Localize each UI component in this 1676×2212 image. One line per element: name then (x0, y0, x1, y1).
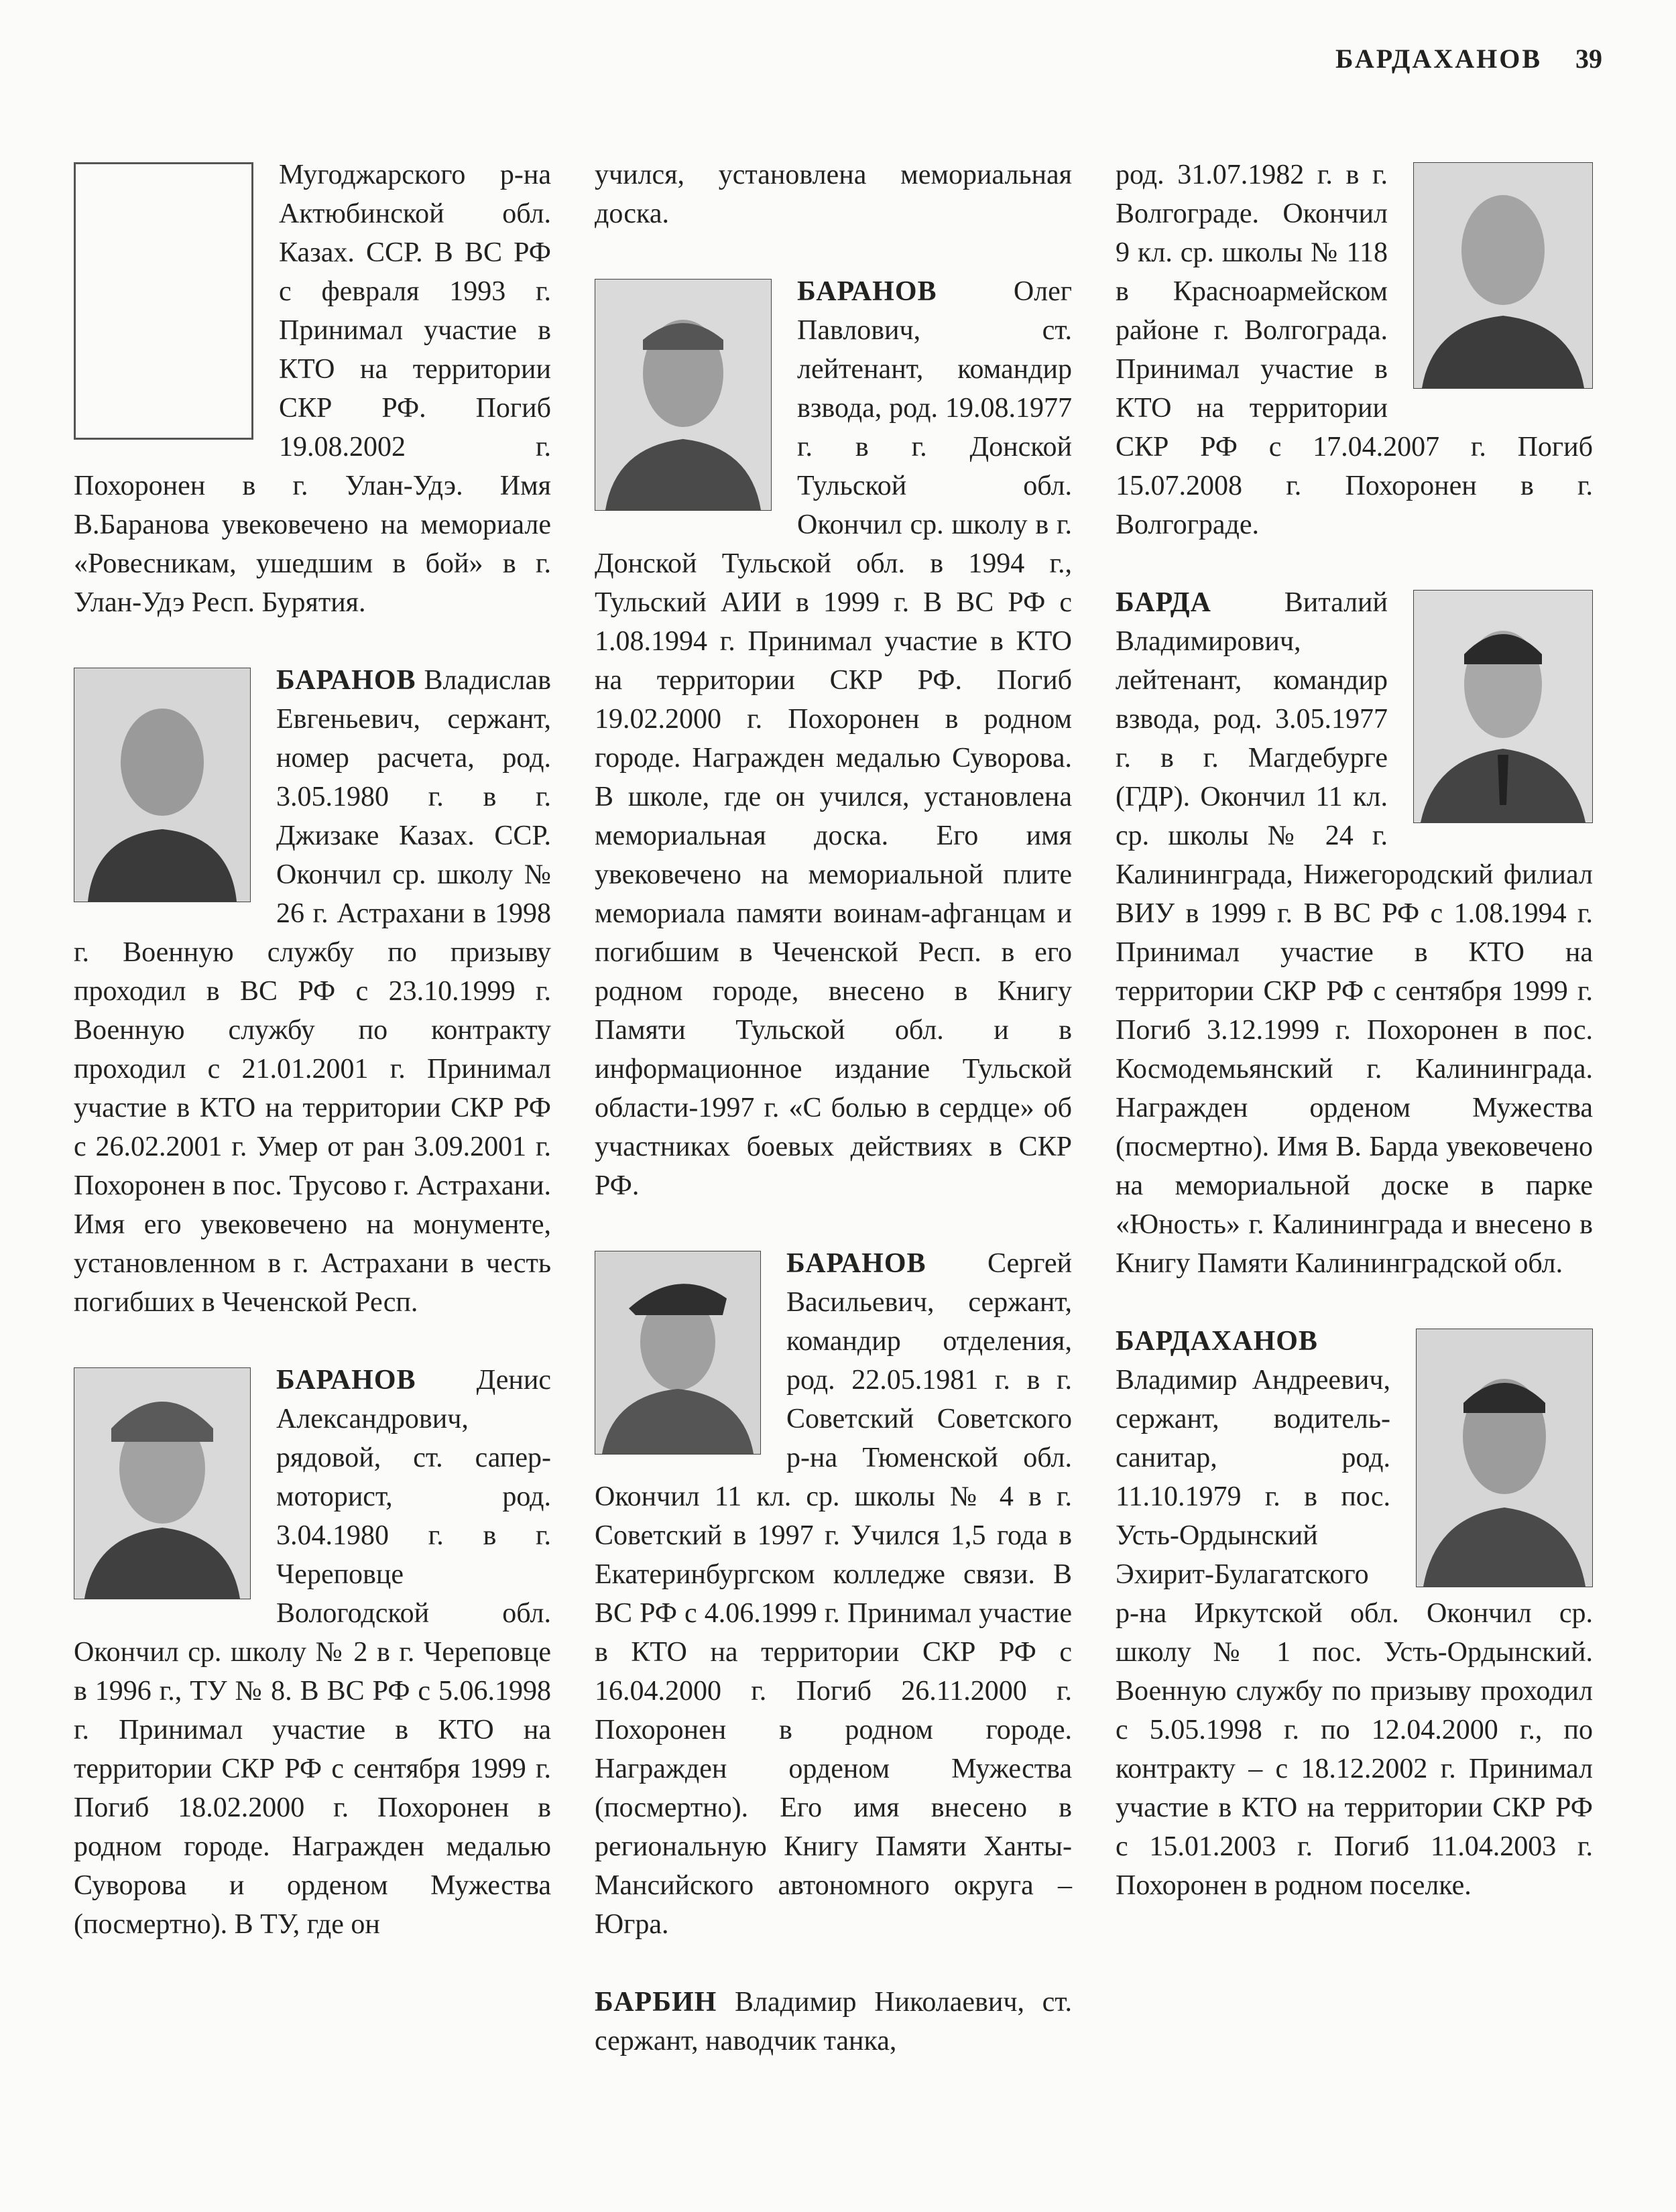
entry-continued-col3 (1116, 156, 1593, 544)
entry-surname: БАРАНОВ (786, 1248, 926, 1279)
entry-text: Виталий Владимирович, лейтенант, командир взвода, род. 3.05.1977 г. в г. Магдебурге (ГДР). Окончил 11 кл. ср. школы № 24 г. Калининграда, Нижегородский филиал ВИУ в 1999 г. В ВС РФ с 1.08.1994 г. Принимал участие в КТО на территории СКР РФ с сентября 1999 г. Погиб 3.12.1999 г. Похоронен в пос. Космодемьянский г. Калининграда. Награжден орденом Мужества (посмертно). Имя В. Барда увековечено на мемориальной доске в парке «Юность» г. Калининграда и внесено в Книгу Памяти Калининградской обл. (1116, 587, 1593, 1279)
portrait-photo (1416, 1329, 1593, 1587)
entry-surname: БАРДА (1116, 587, 1211, 618)
portrait-silhouette (595, 280, 771, 510)
portrait-photo (1413, 590, 1593, 823)
entry-surname: БАРБИН (595, 1987, 717, 2018)
entry-text: Владислав Евгеньевич, сержант, номер расчета, род. 3.05.1980 г. в г. Джизаке Казах. ССР. Окончил ср. школу № 26 г. Астрахани в 1998 г. Военную службу по призыву проходил в ВС РФ с 23.10.1999 г. Военную службу по контракту проходил с 21.01.2001 г. Принимал участие в КТО на территории СКР РФ с 26.02.2001 г. Умер от ран 3.09.2001 г. Похоронен в пос. Трусово г. Астрахани. Имя его увековечено на монументе, установленном в г. Астрахани в честь погибших в Чеченской Респ. (74, 665, 551, 1318)
portrait-photo (1413, 162, 1593, 389)
column-3 (1116, 156, 1593, 1944)
portrait-silhouette (1417, 1329, 1592, 1587)
entry-surname: БАРАНОВ (276, 665, 416, 696)
entry-baranov-denis (74, 1361, 551, 1944)
entry-surname: БАРАНОВ (276, 1365, 416, 1396)
entry-surname: БАРАНОВ (797, 276, 937, 307)
running-head: БАРДАХАНОВ (1335, 44, 1542, 74)
entry-baranov-sergey (595, 1244, 1072, 1944)
entry-baranov-vladislav (74, 661, 551, 1322)
page-number: 39 (1575, 44, 1602, 74)
portrait-silhouette (1414, 163, 1592, 388)
entry-text: Сергей Васильевич, сержант, командир отделения, род. 22.05.1981 г. в г. Советский Советского р-на Тюменской обл. Окончил 11 кл. ср. школы № 4 в г. Советский в 1997 г. Учился 1,5 года в Екатеринбургском колледже связи. В ВС РФ с 4.06.1999 г. Принимал участие в КТО на территории СКР РФ с 16.04.2000 г. Погиб 26.11.2000 г. Похоронен в родном городе. Награжден орденом Мужества (посмертно). Его имя внесено в региональную Книгу Памяти Ханты-Мансийского автономного округа – Югра. (595, 1248, 1072, 1940)
portrait-silhouette (74, 1368, 250, 1599)
photo-placeholder (74, 162, 253, 440)
portrait-photo (595, 1251, 761, 1455)
entry-surname: БАРДАХАНОВ (1116, 1326, 1318, 1357)
column-2 (595, 156, 1072, 2099)
entry-text: Мугоджарского р-на Актюбинской обл. Казах. ССР. В ВС РФ с февраля 1993 г. Принимал участие в КТО на территории СКР РФ. Погиб 19.08.2002 г. Похоронен в г. Улан-Удэ. Имя В.Баранова увековечено на мемориале «Ровесникам, ушедшим в бой» в г. Улан-Удэ Респ. Бурятия. (74, 160, 551, 618)
entry-text: Владимир Андреевич, сержант, водитель-санитар, род. 11.10.1979 г. в пос. Усть-Ордынский Эхирит-Булагатского р-на Иркутской обл. Окончил ср. школу № 1 пос. Усть-Ордынский. Военную службу по призыву проходил с 5.05.1998 г. по 12.04.2000 г., по контракту – с 18.12.2002 г. Принимал участие в КТО на территории СКР РФ с 15.01.2003 г. Погиб 11.04.2003 г. Похоронен в родном поселке. (1116, 1365, 1593, 1901)
portrait-silhouette (595, 1251, 760, 1454)
entry-text: учился, установлена мемориальная доска. (595, 160, 1072, 229)
entry-text: Олег Павлович, ст. лейтенант, командир взвода, род. 19.08.1977 г. в г. Донской Тульской обл. Окончил ср. школу в г. Донской Тульской обл. в 1994 г., Тульский АИИ в 1999 г. В ВС РФ с 1.08.1994 г. Принимал участие в КТО на территории СКР РФ. Погиб 19.02.2000 г. Похоронен в родном городе. Награжден медалью Суворова. В школе, где он учился, установлена мемориальная доска. Его имя увековечено на мемориальной плите мемориала памяти воинам-афганцам и погибшим в Чеченской Респ. в его родном городе, внесено в Книгу Памяти Тульской обл. и в информационное издание Тульской области-1997 г. «С болью в сердце» об участниках боевых действиях в СКР РФ. (595, 276, 1072, 1201)
portrait-silhouette (74, 668, 250, 902)
entry-text: род. 31.07.1982 г. в г. Волгограде. Окончил 9 кл. ср. школы № 118 в Красноармейском районе г. Волгограда. Принимал участие в КТО на территории СКР РФ с 17.04.2007 г. Погиб 15.07.2008 г. Похоронен в г. Волгограде. (1116, 160, 1593, 540)
entry-baranov-oleg (595, 272, 1072, 1205)
portrait-photo (74, 668, 251, 902)
entry-continued-col2 (595, 156, 1072, 233)
entry-text: Владимир Николаевич, ст. сержант, наводчик танка, (595, 1987, 1072, 2056)
portrait-photo (74, 1367, 251, 1599)
portrait-photo (595, 279, 772, 511)
entry-continued-col1 (74, 156, 551, 622)
entry-text: Денис Александрович, рядовой, ст. сапер-моторист, род. 3.04.1980 г. в г. Череповце Вологодской обл. Окончил ср. школу № 2 в г. Череповце в 1996 г., ТУ № 8. В ВС РФ с 5.06.1998 г. Принимал участие в КТО на территории СКР РФ с сентября 1999 г. Погиб 18.02.2000 г. Похоронен в родном городе. Награжден медалью Суворова и орденом Мужества (посмертно). В ТУ, где он (74, 1365, 551, 1940)
entry-bardakhanov (1116, 1322, 1593, 1905)
entry-barbin (595, 1983, 1072, 2061)
entry-barda (1116, 583, 1593, 1283)
portrait-silhouette (1414, 591, 1592, 822)
column-1 (74, 156, 551, 1983)
